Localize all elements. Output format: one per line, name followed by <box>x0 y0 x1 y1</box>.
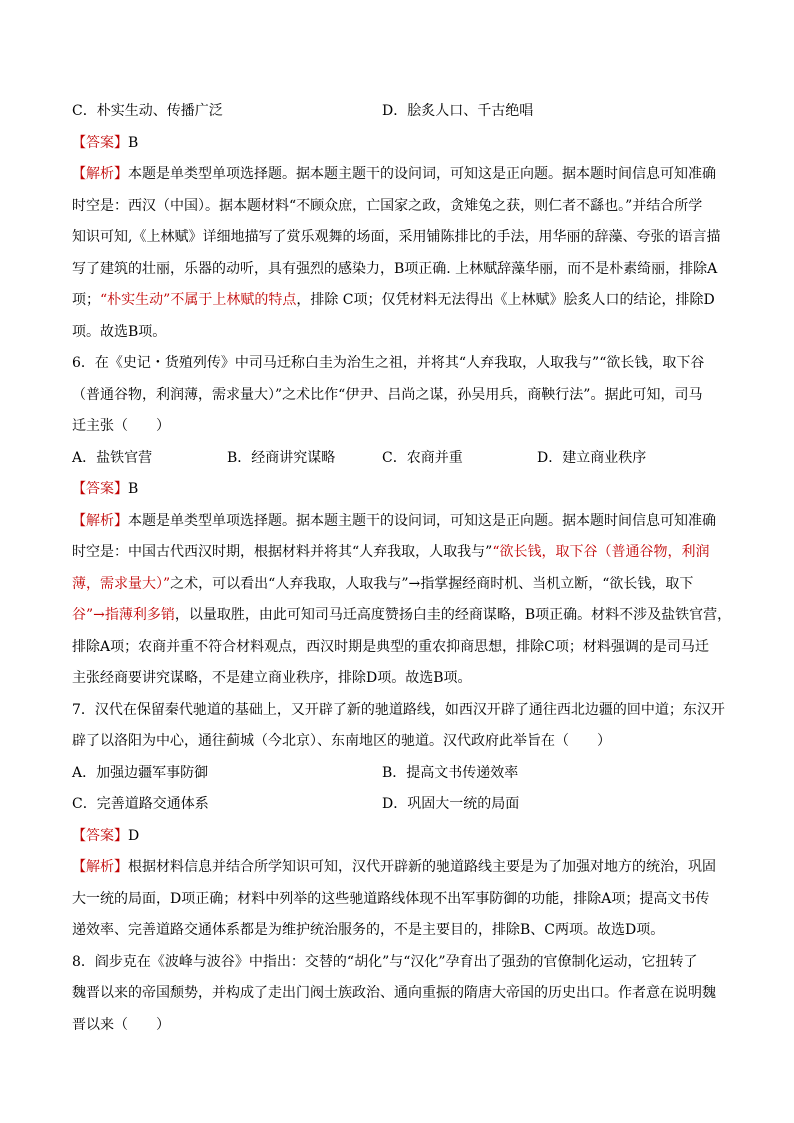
analysis-line: 主张经商要讲究谋略，不是建立商业秩序，排除D项。故选B项。 <box>72 670 472 686</box>
answer-value: B <box>128 134 139 151</box>
analysis-text: ，以量取胜，由此可知司马迁高度赞扬白圭的经商谋略，B项正确。材料不涉及盐铁官营， <box>174 607 732 623</box>
q8-stem <box>72 947 724 1042</box>
q6-answer <box>72 474 724 506</box>
analysis-line: 根据材料信息并结合所学知识可知，汉代开辟新的驰道路线主要是为了加强对地方的统治，巩固 <box>128 859 716 875</box>
q7-option-d: D．巩固大一统的局面 <box>382 796 520 812</box>
question-stem-line: 辟了以洛阳为中心，通往蓟城（今北京）、东南地区的驰道。汉代政府此举旨在（ ） <box>72 733 611 749</box>
analysis-line: 本题是单类型单项选择题。据本题主题干的设问词，可知这是正向题。据本题时间信息可知准确 <box>128 166 716 182</box>
analysis-text: 时空是：中国古代西汉时期，根据材料并将其“人弃我取，人取我与” <box>72 544 493 560</box>
q5-options <box>72 96 724 128</box>
q7-options-row1 <box>72 758 724 790</box>
answer-value: D <box>128 827 140 844</box>
question-stem-line: 8．阎步克在《波峰与波谷》中指出：交替的“胡化”与“汉化”孕育出了强劲的官僚制化运动，它扭转了 <box>72 953 698 970</box>
document-page <box>72 96 732 1041</box>
q7-option-c: C．完善道路交通体系 <box>72 796 209 812</box>
analysis-tag: 【解析】 <box>72 166 128 182</box>
analysis-line: 时空是：西汉（中国）。据本题材料“不顾众庶，亡国家之政，贪雉兔之获，则仁者不繇也。”并结合所学 <box>72 197 703 214</box>
answer-tag: 【答案】 <box>72 827 128 844</box>
analysis-highlight: “欲长钱，取下谷（普通谷物，利润 <box>492 544 710 560</box>
analysis-text: 本题是单类型单项选择题。据本题主题干的设问词，可知这是正向题。据本题时间信息可知准确 <box>128 512 716 529</box>
analysis-text: 项； <box>72 292 100 308</box>
q5-option-d: D．脍炙人口、千古绝唱 <box>382 103 534 119</box>
question-stem-line: 晋以来（ ） <box>72 1016 170 1033</box>
question-stem-line: 6．在《史记・货殖列传》中司马迁称白圭为治生之祖，并将其“人弃我取，人取我与”“欲长钱，取下谷 <box>72 355 705 371</box>
q6-options <box>72 443 724 475</box>
q7-answer <box>72 821 724 853</box>
question-stem-line: 7．汉代在保留秦代驰道的基础上，又开辟了新的驰道路线，如西汉开辟了通往西北边疆的回中道；东汉开 <box>72 701 725 718</box>
q5-option-c: C．朴实生动、传播广泛 <box>72 103 223 119</box>
q6-option-c: C．农商并重 <box>382 449 463 466</box>
q6-analysis <box>72 506 732 695</box>
q5-analysis <box>72 159 724 348</box>
q7-analysis <box>72 852 724 947</box>
analysis-text: 之术，可以看出“人弃我取，人取我与”→指掌握经商时机、当机立断，“欲长钱，取下 <box>170 575 694 592</box>
q6-option-d: D．建立商业秩序 <box>537 449 647 466</box>
answer-tag: 【答案】 <box>72 481 128 497</box>
analysis-tag: 【解析】 <box>72 512 128 529</box>
analysis-highlight: 薄，需求量大）” <box>72 575 171 592</box>
analysis-line: 大一统的局面，D项正确；材料中列举的这些驰道路线体现不出军事防御的功能，排除A项；提高文书传 <box>72 890 710 907</box>
q7-option-b: B．提高文书传递效率 <box>382 764 519 781</box>
analysis-tag: 【解析】 <box>72 859 128 875</box>
q7-stem <box>72 695 724 758</box>
analysis-highlight: “朴实生动”不属于上林赋的特点 <box>100 292 297 308</box>
analysis-highlight: 谷”→指薄利多销 <box>72 607 175 623</box>
analysis-line: 递效率、完善道路交通体系都是为维护统治服务的，不是主要目的，排除B、C两项。故选D项。 <box>72 922 665 938</box>
q5-answer <box>72 128 724 160</box>
answer-value: B <box>128 481 139 497</box>
analysis-line: 知识可知,《上林赋》详细地描写了赏乐观舞的场面，采用铺陈排比的手法，用华丽的辞藻、夸张的语言描 <box>72 229 721 245</box>
question-stem-line: 魏晋以来的帝国颓势，并构成了走出门阀士族政治、通向重振的隋唐大帝国的历史出口。作者意在说明魏 <box>72 985 716 1001</box>
question-stem-line: 迁主张（ ） <box>72 418 170 434</box>
analysis-line: 排除A项；农商并重不符合材料观点，西汉时期是典型的重农抑商思想，排除C项；材料强调的是司马迁 <box>72 638 709 655</box>
q7-options-row2 <box>72 789 724 821</box>
question-stem-line: （普通谷物，利润薄，需求量大）”之术比作“伊尹、吕尚之谋，孙吴用兵，商鞅行法”。据此可知，司马 <box>72 386 703 403</box>
q6-stem <box>72 348 724 443</box>
analysis-line: 项。故选B项。 <box>72 323 167 340</box>
analysis-line: 写了建筑的壮丽，乐器的动听，具有强烈的感染力，B项正确. 上林赋辞藻华丽，而不是朴素绮丽，排除A <box>72 260 718 277</box>
q6-option-b: B．经商讲究谋略 <box>227 449 336 466</box>
q6-option-a: A．盐铁官营 <box>72 449 153 466</box>
answer-tag: 【答案】 <box>72 134 128 151</box>
analysis-text: ，排除 C项；仅凭材料无法得出《上林赋》脍炙人口的结论，排除D <box>296 292 715 308</box>
q7-option-a: A．加强边疆军事防御 <box>72 764 209 781</box>
